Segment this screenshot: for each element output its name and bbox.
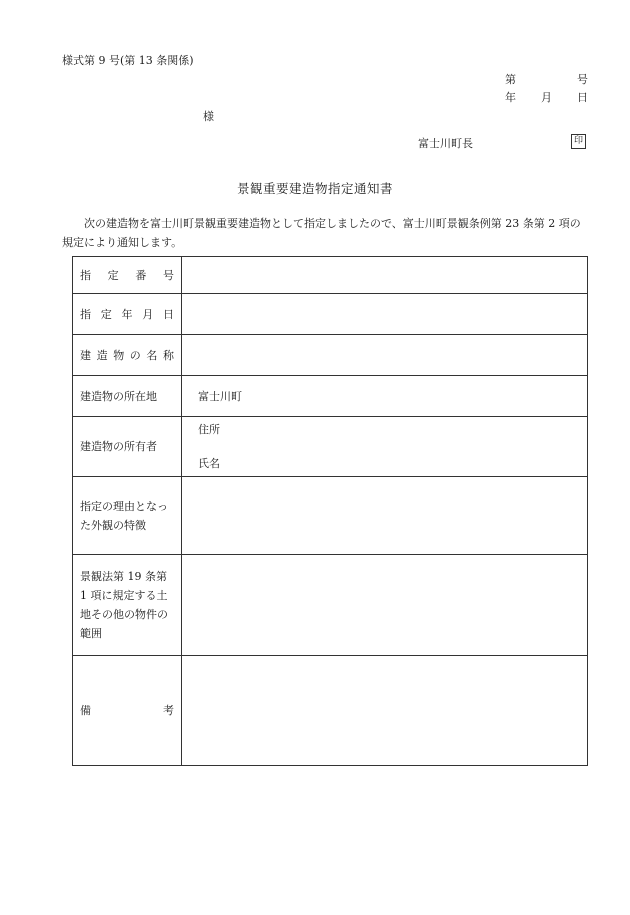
label-char: 日 bbox=[163, 307, 174, 321]
designation-table bbox=[72, 256, 588, 766]
table-row bbox=[73, 477, 588, 555]
table-row bbox=[73, 376, 588, 417]
label-char: 年 bbox=[121, 307, 133, 321]
row-label-designation-number bbox=[73, 257, 182, 294]
date-year: 年 bbox=[505, 91, 516, 104]
label-char: 指 bbox=[80, 307, 91, 321]
number-prefix: 第 bbox=[505, 73, 516, 86]
row-value-designation-number[interactable] bbox=[182, 257, 588, 294]
document-number-line bbox=[505, 71, 588, 87]
issuer-name: 富士川町長 bbox=[418, 137, 473, 150]
row-value-designation-date[interactable] bbox=[182, 294, 588, 335]
document-title: 景観重要建造物指定通知書 bbox=[236, 181, 393, 196]
table-row bbox=[73, 335, 588, 376]
label-char: 号 bbox=[162, 268, 174, 282]
table-row bbox=[73, 555, 588, 656]
notice-body: 次の建造物を富士川町景観重要建造物として指定しましたので、富士川町景観条例第 23 条第 2 項の規定により通知します。 bbox=[62, 217, 581, 249]
table-row bbox=[73, 257, 588, 294]
row-label-designation-reason: 指定の理由となった外観の特徴 bbox=[73, 477, 182, 555]
row-value-remarks[interactable] bbox=[182, 656, 588, 766]
label-char: 造 bbox=[96, 348, 108, 362]
row-value-building-owner[interactable] bbox=[182, 417, 588, 477]
form-number-label: 様式第 9 号(第 13 条関係) bbox=[62, 54, 194, 67]
date-line bbox=[505, 89, 588, 105]
label-char: 番 bbox=[135, 268, 147, 282]
label-char: 定 bbox=[107, 268, 119, 282]
row-value-land-scope[interactable] bbox=[182, 555, 588, 656]
row-value-building-location[interactable]: 富士川町 bbox=[182, 376, 588, 417]
owner-address-label: 住所 bbox=[198, 422, 220, 436]
number-suffix: 号 bbox=[577, 73, 588, 86]
table-row bbox=[73, 294, 588, 335]
row-label-land-scope: 景観法第 19 条第 1 項に規定する土地その他の物件の範囲 bbox=[73, 555, 182, 656]
table-row bbox=[73, 656, 588, 766]
label-char: 建 bbox=[80, 348, 91, 362]
row-label-building-name bbox=[73, 335, 182, 376]
row-value-designation-reason[interactable] bbox=[182, 477, 588, 555]
row-label-designation-date bbox=[73, 294, 182, 335]
label-char: 称 bbox=[162, 348, 174, 362]
label-char: 月 bbox=[142, 307, 154, 321]
label-char: 考 bbox=[163, 704, 174, 717]
label-char: の bbox=[129, 348, 141, 362]
owner-name-label: 氏名 bbox=[198, 456, 220, 470]
row-label-remarks bbox=[73, 656, 182, 766]
row-label-building-owner: 建造物の所有者 bbox=[73, 417, 182, 477]
label-char: 指 bbox=[80, 268, 91, 282]
label-char: 備 bbox=[80, 704, 91, 717]
date-month: 月 bbox=[541, 91, 552, 104]
label-char: 物 bbox=[113, 348, 125, 362]
date-day: 日 bbox=[577, 91, 588, 104]
table-row bbox=[73, 417, 588, 477]
row-value-building-name[interactable] bbox=[182, 335, 588, 376]
row-label-building-location: 建造物の所在地 bbox=[73, 376, 182, 417]
label-char: 定 bbox=[100, 307, 112, 321]
addressee-honorific: 様 bbox=[203, 110, 214, 123]
label-char: 名 bbox=[146, 348, 158, 362]
seal-mark: 印 bbox=[571, 134, 586, 149]
